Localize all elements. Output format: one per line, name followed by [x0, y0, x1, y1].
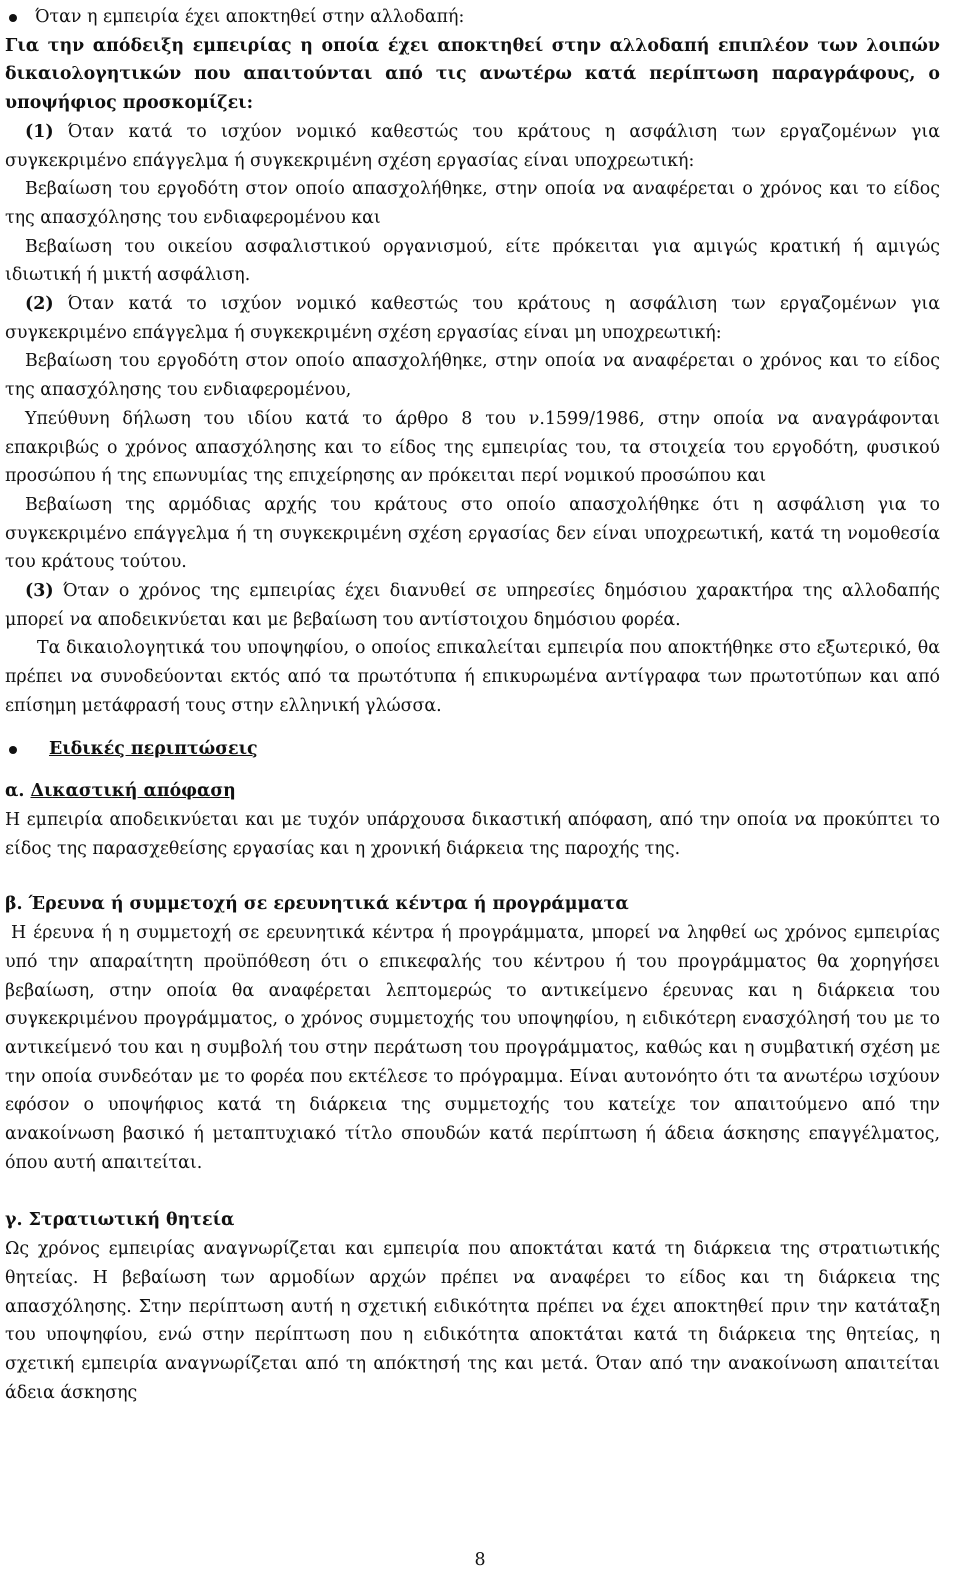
- bullet-icon: [9, 14, 17, 22]
- case-2-number: (2): [25, 294, 54, 315]
- case-2-item: Βεβαίωση της αρμόδιας αρχής του κράτους στο οποίο απασχολήθηκε ότι η ασφάλιση για το συγκεκριμένο επάγγελμα ή τη συγκεκριμένη σχέση εργασίας δεν είναι υποχρεωτική, κατά τη νομοθεσία του κράτους τούτου.: [5, 494, 940, 573]
- spacer: [5, 1177, 940, 1206]
- subsection-c-text: Ως χρόνος εμπειρίας αναγνωρίζεται και εμπειρία που αποκτάται κατά τη διάρκεια της στρατιωτικής θητείας. Η βεβαίωση των αρμοδίων αρχών πρέπει να αναφέρει το είδος και τη διάρκεια της απασχόλησης. Στην περίπτωση αυτή η σχετική ειδικότητα πρέπει να έχει αποκτηθεί πριν την κατάταξη του υποψηφίου, ενώ στην περίπτωση που η ειδικότητα αποκτάται κατά τη διάρκεια της θητείας, η σχετική εμπειρία αναγνωρίζεται από τη απόκτησή της και μετά. Όταν από την ανακοίνωση απαιτείται άδεια άσκησης: [5, 1239, 940, 1403]
- section-lead-text: Όταν η εμπειρία έχει αποκτηθεί στην αλλοδαπή:: [35, 7, 465, 27]
- section-intro: Για την απόδειξη εμπειρίας η οποία έχει αποκτηθεί στην αλλοδαπή επιπλέον των λοιπών δικαιολογητικών που απαιτούνται από τις ανωτέρω κατά περίπτωση παραγράφους, ο υποψήφιος προσκομίζει:: [5, 35, 940, 114]
- case-2-item: Βεβαίωση του εργοδότη στον οποίο απασχολήθηκε, στην οποία να αναφέρεται ο χρόνος και το είδος της απασχόλησης του ενδιαφερομένου,: [5, 351, 940, 401]
- case-1: [5, 118, 940, 175]
- bullet-icon: [9, 746, 17, 754]
- case-1-text: Όταν κατά το ισχύον νομικό καθεστώς του κράτους η ασφάλιση των εργαζομένων για συγκεκριμένο επάγγελμα ή συγκεκριμένη σχέση εργασίας είναι υποχρεωτική:: [5, 121, 940, 171]
- case-1-item: Βεβαίωση του εργοδότη στον οποίο απασχολήθηκε, στην οποία να αναφέρεται ο χρόνος και το είδος της απασχόλησης του ενδιαφερομένου και: [5, 179, 940, 228]
- case-1-item: Βεβαίωση του οικείου ασφαλιστικού οργανισμού, είτε πρόκειται για αμιγώς κρατική ή αμιγώς ιδιωτική ή μικτή ασφάλιση.: [5, 236, 940, 286]
- page-content: [5, 3, 940, 1407]
- case-3-text: Όταν ο χρόνος της εμπειρίας έχει διανυθεί σε υπηρεσίες δημόσιου χαρακτήρα της αλλοδαπής μπορεί να αποδεικνύεται και με βεβαίωση του αντίστοιχου δημόσιου φορέα.: [5, 581, 941, 630]
- section-lead: [5, 3, 940, 32]
- subsection-a-title: [5, 777, 940, 806]
- case-2-item: Υπεύθυνη δήλωση του ιδίου κατά το άρθρο 8 του ν.1599/1986, στην οποία να αναγράφονται επακριβώς ο χρόνος απασχόλησης και το είδος της εμπειρίας του, τα στοιχεία του εργοδότη, φυσικού προσώπου ή της επωνυμίας της επιχείρησης αν πρόκειται περί νομικού προσώπου και: [5, 408, 940, 487]
- subsection-c-title: γ. Στρατιωτική θητεία: [5, 1210, 235, 1231]
- subsection-b-text: Η έρευνα ή η συμμετοχή σε ερευνητικά κέντρα ή προγράμματα, μπορεί να ληφθεί ως χρόνος εμπειρίας υπό την απαραίτητη προϋπόθεση ότι ο επικεφαλής του κέντρου ή του προγράμματος θα χορηγήσει βεβαίωση, στην οποία θα αναφέρεται λεπτομερώς το αντικείμενο έρευνας και η διάρκεια του συγκεκριμένου προγράμματος, ο χρόνος συμμετοχής του υποψηφίου, η ειδικότερη ενασχόλησή του με το αντικείμενό του και η συμβολή του στην περάτωση του προγράμματος, καθώς και η συμβατική σχέση με την οποία συνδεόταν με το φορέα που εκτέλεσε το πρόγραμμα. Είναι αυτονόητο ότι τα ανωτέρω ισχύουν εφόσον ο υποψήφιος κατά τη διάρκεια της συμμετοχής του κατείχε τον απαιτούμενο από την ανακοίνωση βασικό ή μεταπτυχιακό τίτλο σπουδών κατά περίπτωση ή άδεια άσκησης επαγγέλματος, όπου αυτή απαιτείται.: [5, 923, 940, 1173]
- spacer: [5, 721, 940, 735]
- subsection-b-title: β. Έρευνα ή συμμετοχή σε ερευνητικά κέντρα ή προγράμματα: [5, 894, 629, 915]
- closing-paragraph: Τα δικαιολογητικά του υποψηφίου, ο οποίος επικαλείται εμπειρία που αποκτήθηκε στο εξωτερικό, θα πρέπει να συνοδεύονται εκτός από τα πρωτότυπα ή επικυρωμένα αντίγραφα των πρωτοτύπων και από επίσημη μετάφρασή τους στην ελληνική γλώσσα.: [5, 638, 940, 716]
- subsection-a-text: Η εμπειρία αποδεικνύεται και με τυχόν υπάρχουσα δικαστική απόφαση, από την οποία να προκύπτει το είδος της παρασχεθείσης εργασίας και η χρονική διάρκεια της παροχής της.: [5, 809, 940, 859]
- subsection-a-prefix: α.: [5, 781, 25, 802]
- case-2: [5, 290, 940, 347]
- case-2-text: Όταν κατά το ισχύον νομικό καθεστώς του κράτους η ασφάλιση των εργαζομένων για συγκεκριμένο επάγγελμα ή συγκεκριμένη σχέση εργασίας είναι μη υποχρεωτική:: [5, 294, 940, 343]
- special-cases-heading-text: Ειδικές περιπτώσεις: [49, 738, 258, 759]
- spacer: [5, 863, 940, 890]
- special-cases-heading: [5, 735, 940, 764]
- page-number: 8: [474, 1550, 486, 1570]
- case-3-number: (3): [25, 581, 54, 602]
- spacer: [5, 763, 940, 777]
- case-1-number: (1): [25, 121, 54, 142]
- subsection-a-title-text: Δικαστική απόφαση: [30, 781, 236, 802]
- case-3: [5, 577, 940, 634]
